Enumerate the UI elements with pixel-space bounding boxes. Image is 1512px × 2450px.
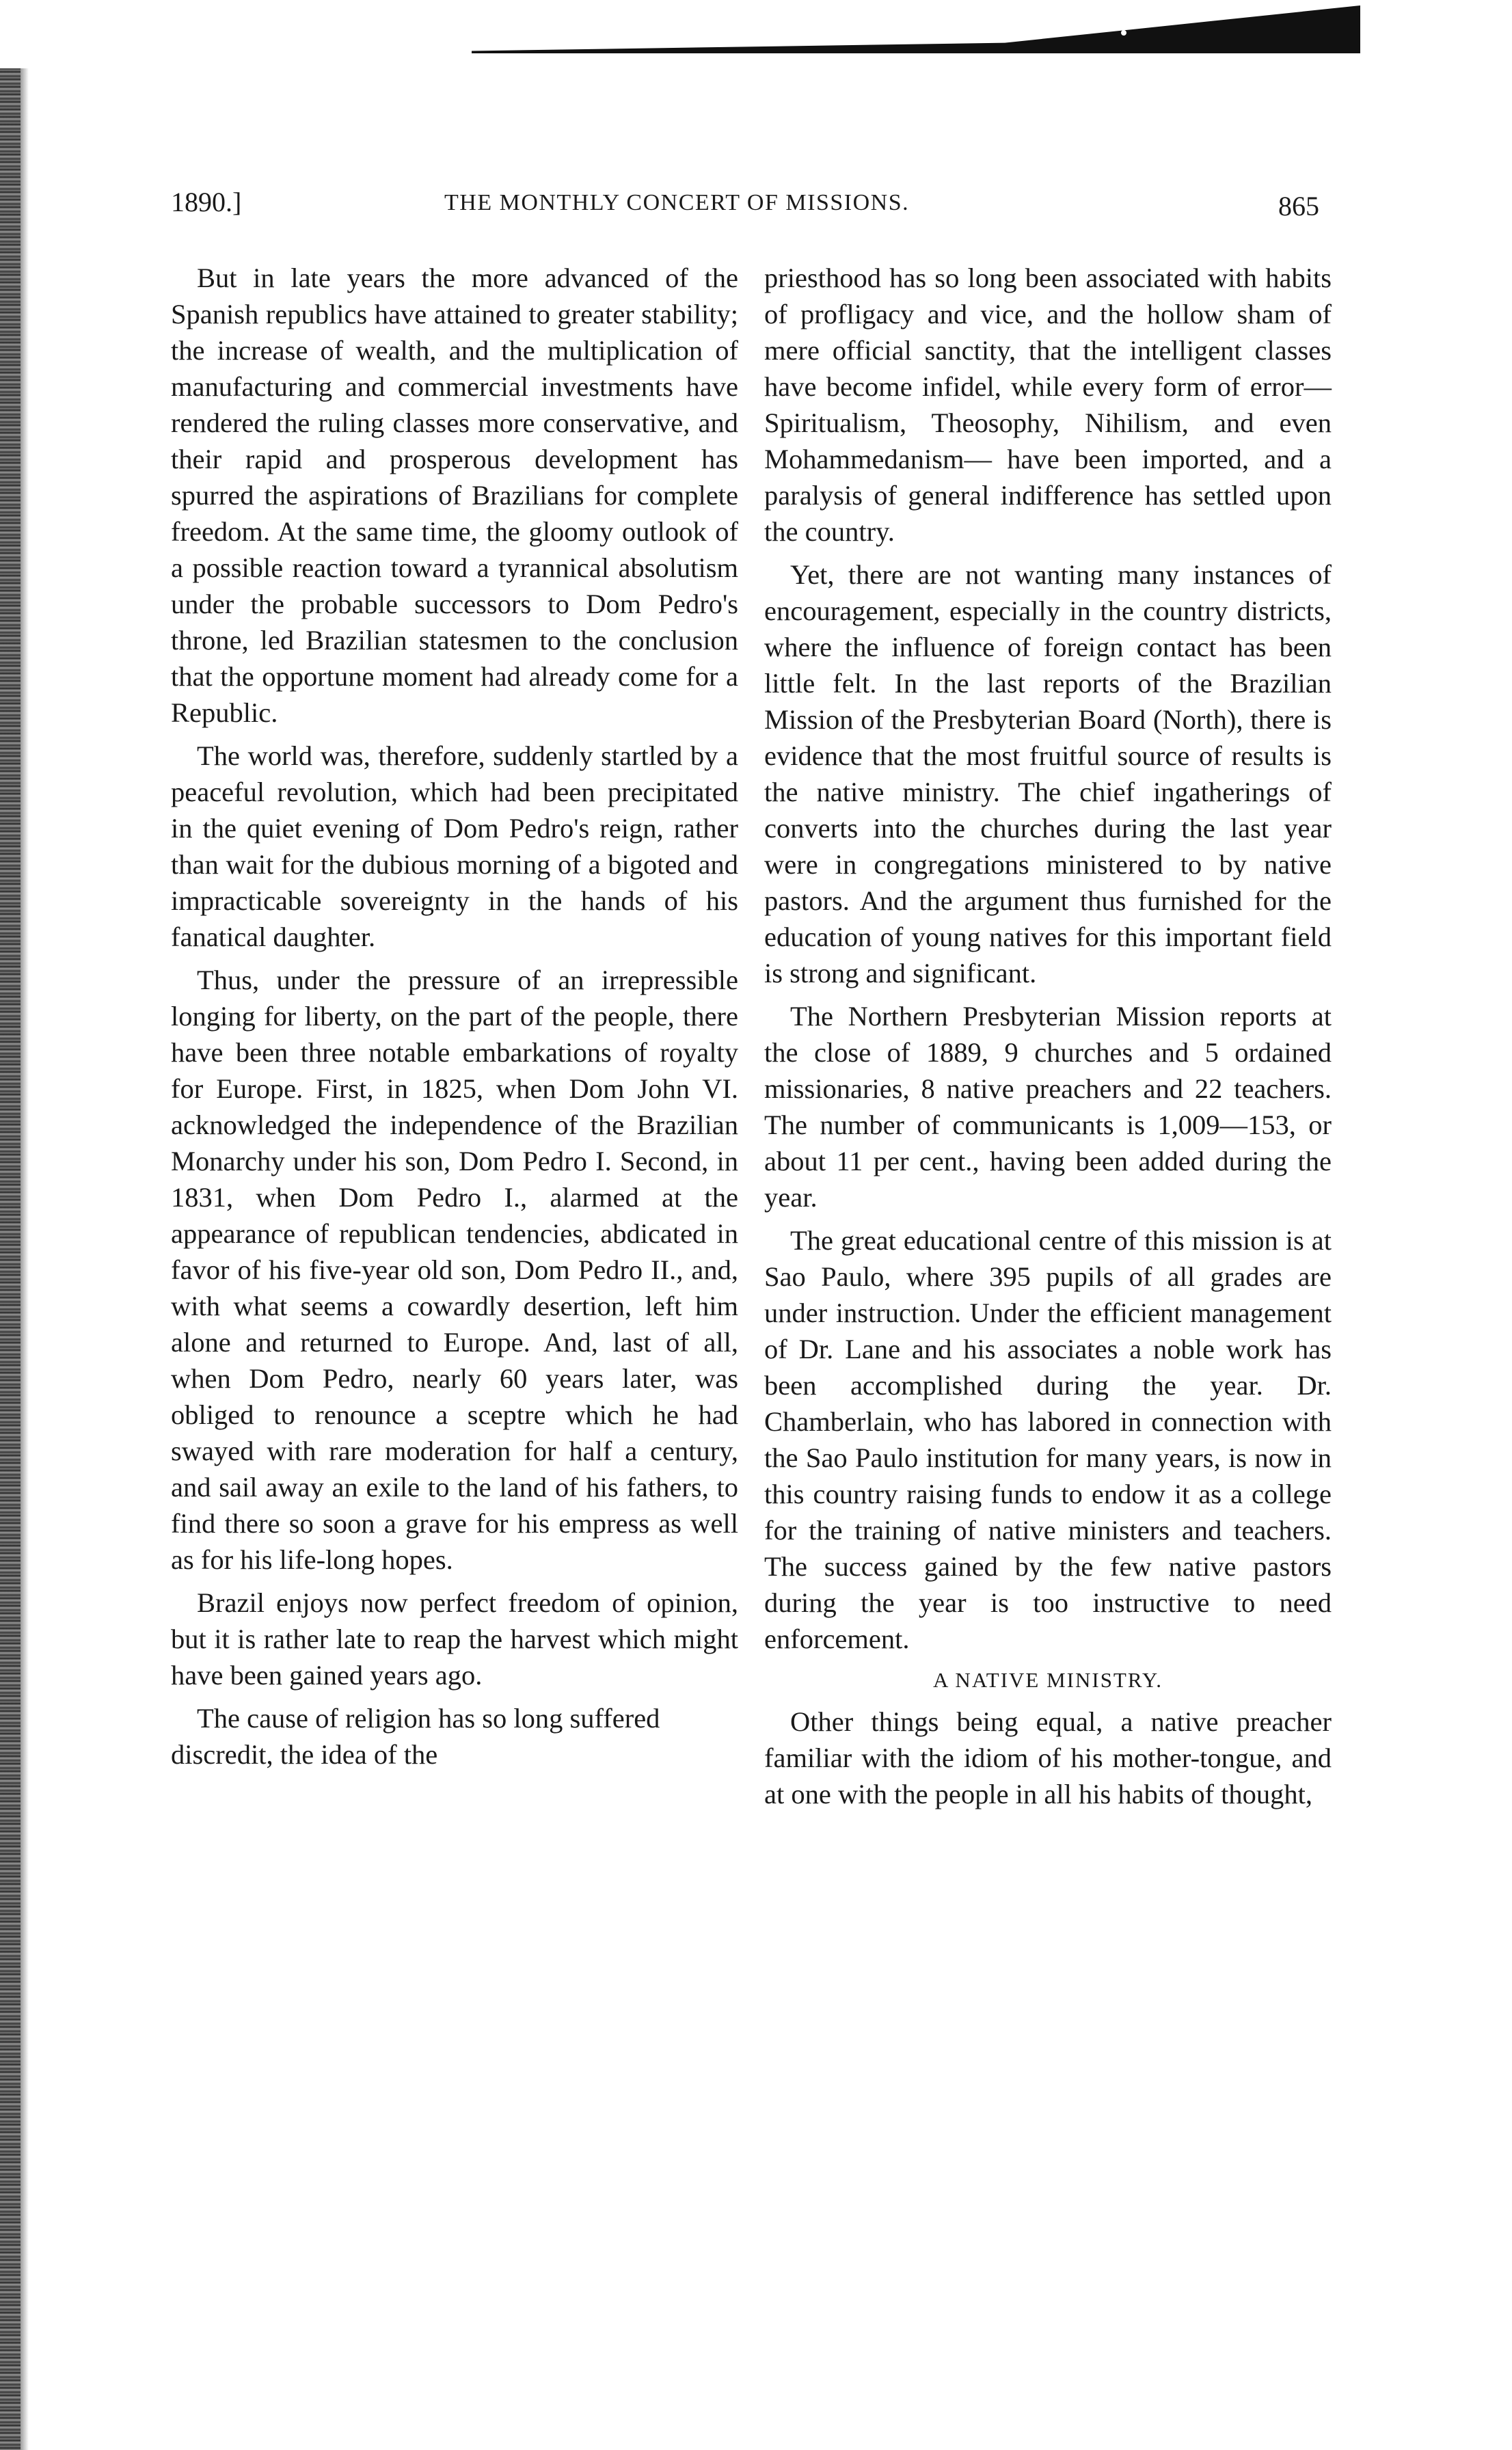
paragraph: The great educational centre of this mission is at Sao Paulo, where 395 pupils of all grades are under instruction. Under the efficient management of Dr. Lane and his associates a noble work has been accomplished during the year. Dr. Chamberlain, who has labored in connection with the Sao Paulo institution for many years, is now in this country raising funds to endow it as a college for the training of native ministers and teachers. The success gained by the few native pastors during the year is too instructive to need enforcement. xyxy=(764,1225,1332,1654)
left-column xyxy=(171,260,738,1779)
paragraph: priesthood has so long been associated with habits of profligacy and vice, and the hollow sham of mere official sanctity, that the intelligent classes have become infidel, while every form of error—Spiritualism, Theosophy, Nihilism, and even Mohammedanism— have been imported, and a paralysis of general indifference has settled upon the country. xyxy=(764,262,1332,547)
paragraph: Thus, under the pressure of an irrepressible longing for liberty, on the part of the people, there have been three notable embarkations of royalty for Europe. First, in 1825, when Dom John VI. acknowledged the independence of the Brazilian Monarchy under his son, Dom Pedro I. Second, in 1831, when Dom Pedro I., alarmed at the appearance of republican tendencies, abdicated in favor of his five-year old son, Dom Pedro II., and, with what seems a cowardly desertion, left him alone and returned to Europe. And, last of all, when Dom Pedro, nearly 60 years later, was obliged to renounce a sceptre which he had swayed with rare moderation for half a century, and sail away an exile to the land of his fathers, to find there so soon a grave for his empress as well as for his life-long hopes. xyxy=(171,965,738,1575)
journal-title: THE MONTHLY CONCERT OF MISSIONS. xyxy=(444,190,910,215)
scan-speck xyxy=(1121,30,1126,36)
scan-edge-top xyxy=(472,5,1360,53)
issue-year: 1890.] xyxy=(171,187,242,217)
paragraph: But in late years the more advanced of the Spanish republics have attained to greater stability; the increase of wealth, and the multiplication of manufacturing and commercial investments have rendered the ruling classes more conservative, and their rapid and prosperous development has spurred the aspirations of Brazilians for complete freedom. At the same time, the gloomy outlook of a possible reaction toward a tyrannical absolutism under the probable successors to Dom Pedro's throne, led Brazilian statesmen to the conclusion that the opportune moment had already come for a Republic. xyxy=(171,262,738,728)
paragraph: The cause of religion has so long suffered discredit, the idea of the xyxy=(171,1703,660,1770)
section-heading: A NATIVE MINISTRY. xyxy=(933,1668,1163,1692)
page-number: 865 xyxy=(1278,191,1319,221)
paragraph: Brazil enjoys now perfect freedom of opinion, but it is rather late to reap the harvest which might have been gained years ago. xyxy=(171,1587,738,1691)
scan-edge-left xyxy=(0,68,21,2450)
scan-edge-left-shadow xyxy=(21,68,29,2450)
paragraph: The world was, therefore, suddenly startled by a peaceful revolution, which had been precipitated in the quiet evening of Dom Pedro's reign, rather than wait for the dubious morning of a bigoted and impracticable sovereignty in the hands of his fanatical daughter. xyxy=(171,740,738,952)
running-head xyxy=(171,186,1319,227)
paragraph: Yet, there are not wanting many instances of encouragement, especially in the country districts, where the influence of foreign contact has been little felt. In the last reports of the Brazilian Mission of the Presbyterian Board (North), there is evidence that the most fruitful source of results is the native ministry. The chief ingatherings of converts into the churches during the last year were in congregations ministered to by native pastors. And the argument thus furnished for the education of young natives for this important field is strong and significant. xyxy=(764,559,1332,988)
paragraph: The Northern Presbyterian Mission reports at the close of 1889, 9 churches and 5 ordained missionaries, 8 native preachers and 22 teachers. The number of communicants is 1,009—153, or about 11 per cent., having been added during the year. xyxy=(764,1001,1332,1213)
right-column xyxy=(764,260,1332,1819)
scan-speck xyxy=(1018,30,1024,36)
paragraph: Other things being equal, a native preacher familiar with the idiom of his mother-tongue, and at one with the people in all his habits of thought, xyxy=(764,1706,1332,1809)
